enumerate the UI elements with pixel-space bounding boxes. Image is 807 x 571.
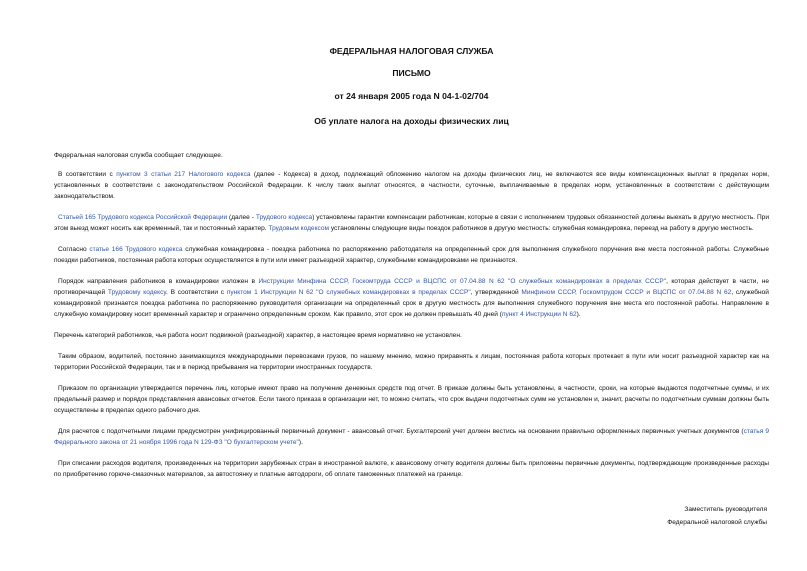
legal-reference-link[interactable]: Статьей 165 Трудового кодекса Российской Федерации bbox=[58, 214, 228, 221]
paragraph-text: ). bbox=[576, 311, 581, 318]
document-type-heading: ПИСЬМО bbox=[392, 68, 431, 78]
legal-reference-link[interactable]: пунктом 1 Инструкции N 62 "О служебных командировках в пределах СССР" bbox=[226, 289, 471, 296]
paragraph-text: , утвержденной bbox=[470, 289, 522, 296]
paragraph-advance-report bbox=[54, 426, 769, 448]
paragraph-text: (далее - Кодекса) в доход, подлежащий обложению налогом на доходы физических лиц, не включаются все виды компенсационных выплат в пределах норм, установленных в соответствии с законодательством Российской Федерации. К числу таких выплат относятся, в частности, суточные, выплачиваемые в пределах норм, установленных в соответствии с действующим законодательством. bbox=[54, 171, 770, 200]
paragraph-text: . В соответствии с bbox=[166, 289, 227, 296]
paragraph-text: Перечень категорий работников, чья работа носит подвижной (разъездной) характер, в настоящее время нормативно не установлен. bbox=[54, 332, 462, 339]
legal-reference-link[interactable]: Минфином СССР, Госкомтрудом СССР и ВЦСПС от 07.04.88 N 62 bbox=[521, 289, 732, 296]
legal-reference-link[interactable]: статья 9 Федерального закона от 21 ноября 1996 года N 129-ФЗ "О бухгалтерском учете" bbox=[54, 428, 769, 446]
subject-heading: Об уплате налога на доходы физических лиц bbox=[314, 116, 509, 126]
agency-heading: ФЕДЕРАЛЬНАЯ НАЛОГОВАЯ СЛУЖБА bbox=[329, 46, 494, 56]
paragraph-text: Согласно bbox=[58, 246, 90, 253]
paragraph-text: Федеральная налоговая служба сообщает следующее. bbox=[54, 152, 223, 159]
paragraph-text: Для расчетов с подотчетными лицами предусмотрен унифицированный первичный документ - авансовый отчет. Бухгалтерский учет должен вестись на основании правильно оформленных первичных учетных документов ( bbox=[58, 428, 744, 435]
legal-reference-link[interactable]: пункт 4 Инструкции N 62 bbox=[501, 311, 577, 318]
paragraph-text: , служебной командировкой признается поездка работника по распоряжению руководителя организации на определенный срок в другую местность для выполнения служебного поручения вне места его постоянной работы. Направление в служебную командировку носит временный характер и ограничено определенным сроком. Как правило, этот срок не должен превышать 40 дней ( bbox=[54, 289, 769, 318]
signature-organization: Федеральной налоговой службы bbox=[667, 519, 767, 526]
legal-reference-link[interactable]: Трудовым кодексом bbox=[268, 225, 329, 232]
paragraph-text: ) установлены гарантии компенсации работникам, которые в связи с исполнением трудовых обязанностей должны выехать в другую местность. При этом выезд может носить как временный, так и постоянный характер. bbox=[54, 214, 769, 232]
paragraph-text: При списании расходов водителя, произведенных на территории зарубежных стран в иностранной валюте, к авансовому отчету водителя должны быть приложены первичные документы, подтверждающие произведенные расходы по приобретению горюче-смазочных материалов, за автостоянку и платные автодороги, об оплате таможенных платежей на границе. bbox=[54, 460, 769, 478]
paragraph-tax-code bbox=[54, 169, 769, 202]
signature-position: Заместитель руководителя bbox=[684, 506, 767, 513]
legal-reference-link[interactable]: Трудовому кодексу bbox=[107, 289, 166, 296]
paragraph-text: Приказом по организации утверждается перечень лиц, которые имеют право на получение денежных средств под отчет. В приказе должны быть установлены, в частности, сроки, на которые выдаются подотчетные суммы, и их предельный размер и порядок представления авансовых отчетов. Если такого приказа в организации нет, то можно считать, что срок выдачи подотчетных сумм не установлен и, значит, расчеты по подотчетным суммам должны быть осуществлены в пределах одного рабочего дня. bbox=[54, 385, 769, 414]
paragraph-text: , которая действует в части, не противоречащей bbox=[54, 278, 769, 296]
paragraph-text: Порядок направления работников в командировки изложен в bbox=[58, 278, 259, 285]
paragraph-text: ). bbox=[298, 439, 303, 446]
paragraph-text: установлены следующие виды поездок работников в другую местность: служебная командировка, переезд на работу в другую местность. bbox=[329, 225, 754, 232]
paragraph-text: Таким образом, водителей, постоянно занимающихся международными перевозками грузов, по нашему мнению, можно приравнять к лицам, постоянная работа которых протекает в пути или носит разъездной характер как на территории Российской Федерации, так и в период пребывания на территории иностранных государств. bbox=[54, 353, 769, 371]
signature-block bbox=[667, 503, 767, 529]
paragraph-text: В соответствии с bbox=[58, 171, 117, 178]
paragraph-drivers bbox=[54, 351, 769, 373]
paragraph-trip-procedure bbox=[54, 276, 769, 320]
paragraph-intro bbox=[54, 150, 769, 161]
paragraph-text: (далее - bbox=[227, 214, 256, 221]
legal-reference-link[interactable]: статье 166 Трудового кодекса bbox=[89, 246, 183, 253]
paragraph-foreign-expenses bbox=[54, 458, 769, 480]
paragraph-order bbox=[54, 383, 769, 416]
paragraph-categories bbox=[54, 330, 769, 341]
legal-reference-link[interactable]: Трудового кодекса bbox=[255, 214, 313, 221]
legal-reference-link[interactable]: Инструкции Минфина СССР, Госкомтруда СССР и ВЦСПС от 07.04.88 N 62 "О служебных командировках в пределах СССР" bbox=[258, 278, 667, 285]
paragraph-business-trip-definition bbox=[54, 244, 769, 266]
paragraph-labor-guarantees bbox=[54, 212, 769, 234]
paragraph-text: служебная командировка - поездка работника по распоряжению работодателя на определенный срок для выполнения служебного поручения вне места постоянной работы. Служебные поездки работников, постоянная работа которых осуществляется в пути или имеет разъездной характер, служебными командировками не признаются. bbox=[54, 246, 769, 264]
date-number-heading: от 24 января 2005 года N 04-1-02/704 bbox=[334, 91, 489, 101]
legal-reference-link[interactable]: пунктом 3 статьи 217 Налогового кодекса bbox=[116, 171, 251, 178]
